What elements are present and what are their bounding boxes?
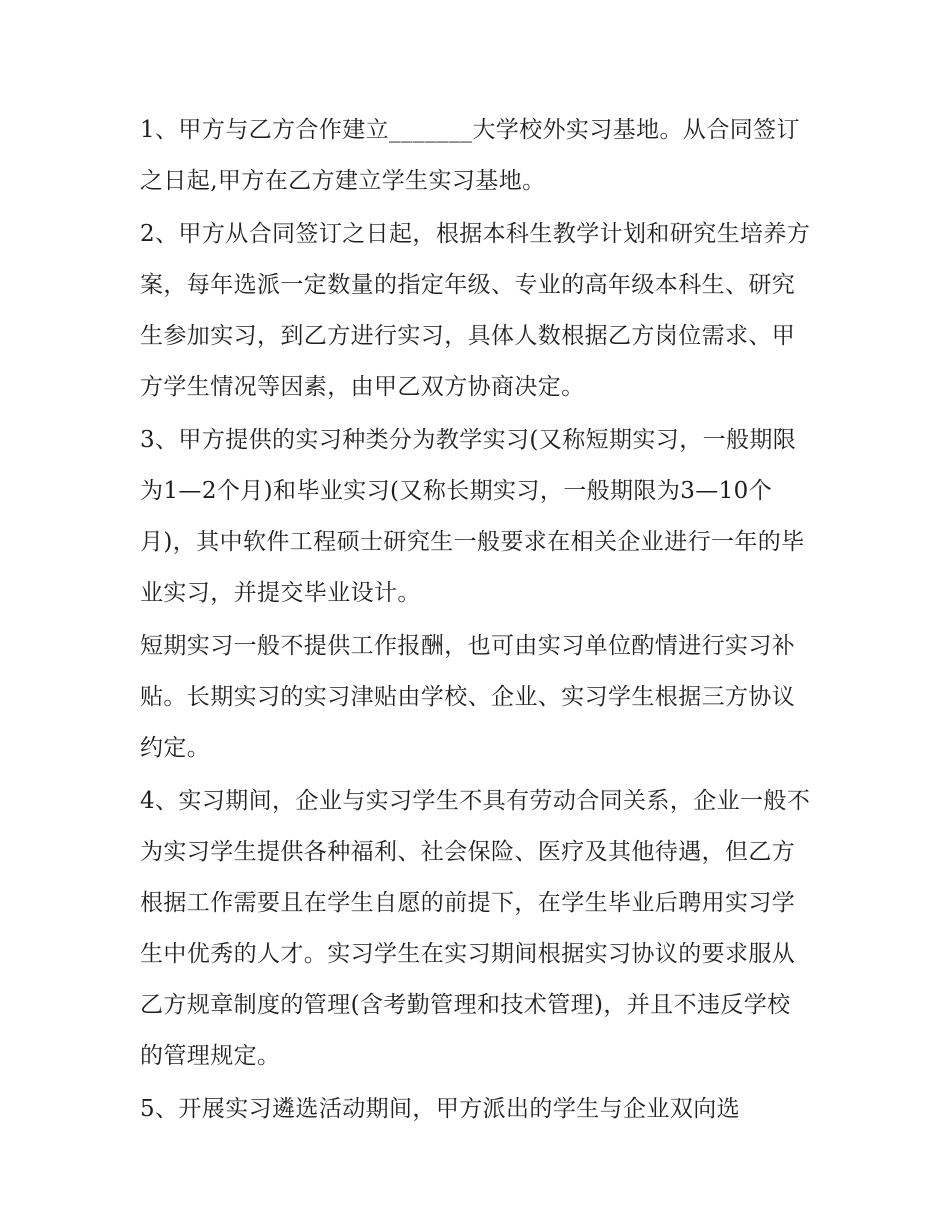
paragraph-5: 4、实习期间，企业与实习学生不具有劳动合同关系，企业一般不为实习学生提供各种福利、社会保险、医疗及其他待遇，但乙方根据工作需要且在学生自愿的前提下，在学生毕业后聘用实习学生中优秀的人才。实习学生在实习期间根据实习协议的要求服从乙方规章制度的管理(含考勤管理和技术管理)，并且不违反学校的管理规定。 (140, 788, 811, 1069)
paragraph-1: 1、甲方与乙方合作建立_______大学校外实习基地。从合同签订之日起,甲方在乙方建立学生实习基地。 (140, 117, 800, 194)
paragraph-3: 3、甲方提供的实习种类分为教学实习(又称短期实习，一般期限为1—2个月)和毕业实习(又称长期实习，一般期限为3—10个月)，其中软件工程硕士研究生一般要求在相关企业进行一年的毕业实习，并提交毕业设计。 (140, 427, 805, 606)
document-body (140, 105, 812, 1137)
paragraph-4: 短期实习一般不提供工作报酬，也可由实习单位酌情进行实习补贴。长期实习的实习津贴由学校、企业、实习学生根据三方协议约定。 (140, 633, 796, 761)
paragraph-6: 5、开展实习遴选活动期间，甲方派出的学生与企业双向选 (140, 1096, 741, 1122)
paragraph-2: 2、甲方从合同签订之日起，根据本科生教学计划和研究生培养方案，每年选派一定数量的指定年级、专业的高年级本科生、研究生参加实习，到乙方进行实习，具体人数根据乙方岗位需求、甲方学生情况等因素，由甲乙双方协商决定。 (140, 221, 811, 400)
